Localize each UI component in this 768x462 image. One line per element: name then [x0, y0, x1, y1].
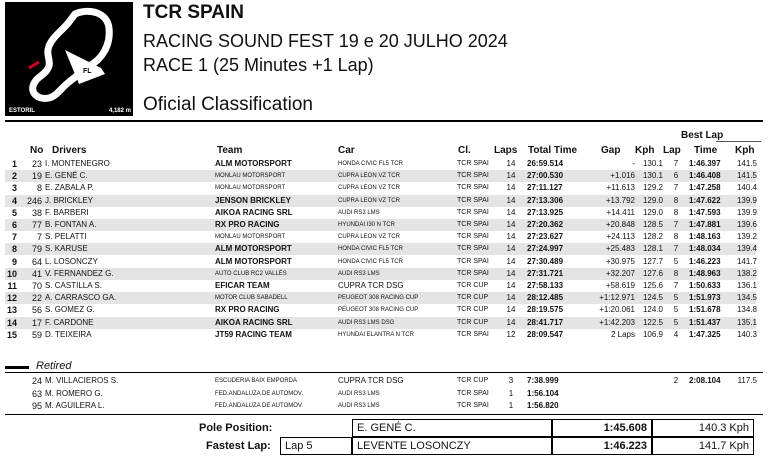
logo-mark: FL	[83, 68, 92, 75]
col-best-lap: Best Lap	[681, 130, 724, 141]
row-driver: D. TEIXEIRA	[45, 329, 92, 339]
row-laps: 14	[506, 232, 516, 242]
row-team: ALM MOTORSPORT	[215, 256, 292, 266]
row-gap: -	[632, 159, 635, 168]
row-position: 5	[11, 207, 17, 218]
row-best-lap-kph: 140.4	[736, 183, 757, 193]
row-position: 12	[7, 293, 18, 304]
row-car: CUPRA TCR DSG	[338, 281, 404, 290]
row-gap: +30.975	[605, 256, 635, 266]
pole-driver: E. GENÉ C.	[352, 419, 552, 437]
row-car-number: 59	[31, 329, 42, 340]
row-gap: +13.792	[605, 195, 635, 205]
row-total-time: 27:30.489	[527, 256, 564, 266]
row-gap: +25.483	[605, 244, 635, 254]
row-best-lap-number: 7	[673, 244, 679, 254]
row-laps: 14	[506, 305, 516, 315]
col-team: Team	[217, 145, 243, 156]
col-no: No	[30, 145, 44, 156]
row-gap: +32.207	[605, 268, 635, 278]
row-laps: 14	[506, 183, 516, 193]
row-kph: 129.2	[642, 183, 663, 193]
row-driver: S. KARUSE	[45, 244, 88, 254]
row-kph: 122.5	[642, 317, 663, 327]
row-driver: S. GOMEZ G.	[45, 305, 95, 315]
row-car: AUDI RS3 LMS	[338, 403, 380, 409]
fastest-lap-time: 1:46.223	[552, 437, 652, 455]
row-best-lap-kph: 138.2	[736, 268, 757, 278]
row-car-number: 77	[31, 220, 42, 230]
col-time: Time	[694, 145, 718, 156]
row-position: 2	[11, 171, 17, 182]
row-best-lap-kph: 140.3	[736, 329, 757, 339]
retired-label: Retired	[36, 360, 72, 372]
row-best-lap-time: 1:47.593	[689, 207, 721, 217]
row-class: TCR SPAI	[457, 221, 489, 228]
row-gap: +58.619	[605, 281, 635, 290]
row-total-time: 27:24.997	[527, 244, 564, 254]
row-driver: L. LOSONCZY	[45, 256, 98, 266]
row-position: 15	[7, 329, 18, 340]
row-class: TCR SPAI	[457, 184, 489, 192]
row-total-time: 28:09.547	[527, 329, 564, 339]
row-position: 6	[11, 220, 17, 230]
row-total-time: 28:19.575	[527, 305, 564, 315]
row-class: TCR CUP	[457, 282, 489, 289]
row-best-lap-time: 1:51.437	[689, 317, 721, 327]
table-row	[5, 243, 756, 255]
row-position: 4	[11, 195, 17, 206]
row-best-lap-number: 7	[673, 183, 679, 193]
row-car-number: 22	[31, 293, 42, 304]
row-car: CUPRA TCR DSG	[338, 376, 404, 385]
row-best-lap-kph: 139.9	[736, 195, 757, 205]
pole-time: 1:45.608	[552, 419, 652, 437]
row-car-number: 63	[31, 388, 42, 399]
row-laps: 14	[506, 281, 516, 290]
row-total-time: 28:41.717	[527, 317, 564, 327]
row-position: 13	[7, 305, 18, 316]
series-title: TCR SPAIN	[143, 2, 244, 23]
row-car: HONDA CIVIC FL5 TCR	[338, 161, 403, 167]
race-title: RACE 1 (25 Minutes +1 Lap)	[143, 55, 374, 75]
row-gap: +24.113	[606, 232, 635, 242]
row-best-lap-time: 2:08.104	[689, 376, 721, 385]
row-car-number: 23	[31, 159, 42, 169]
row-total-time: 28:12.485	[527, 293, 564, 303]
row-class: TCR SPAI	[457, 257, 489, 265]
row-class: TCR SPAI	[457, 402, 489, 409]
row-class: TCR SPAI	[457, 389, 489, 397]
row-best-lap-kph: 139.9	[736, 207, 757, 217]
pole-label: Pole Position:	[199, 422, 273, 434]
row-best-lap-time: 1:51.678	[689, 305, 721, 315]
header-divider	[5, 120, 763, 122]
row-best-lap-time: 1:48.034	[689, 244, 721, 254]
table-row	[5, 207, 756, 219]
table-row	[5, 256, 756, 268]
table-row	[5, 182, 756, 194]
row-total-time: 26:59.514	[527, 159, 564, 168]
row-best-lap-kph: 139.6	[736, 220, 757, 229]
row-best-lap-kph: 134.5	[736, 293, 757, 303]
row-driver: F. BARBERI	[45, 207, 89, 217]
row-laps: 14	[506, 171, 516, 181]
row-driver: M. AGUILERA L.	[45, 401, 105, 410]
row-car-number: 24	[31, 376, 42, 386]
row-laps: 14	[506, 256, 516, 266]
row-class: TCR SPAI	[457, 196, 489, 204]
row-kph: 129.0	[642, 195, 663, 205]
fastest-lap-driver: LEVENTE LOSONCZY	[352, 437, 552, 455]
row-driver: F. CARDONE	[45, 317, 94, 327]
row-kph: 128.1	[642, 244, 663, 254]
row-best-lap-number: 8	[673, 195, 679, 205]
row-team: FED.ANDALUZA DE AUTOMOV.	[215, 390, 304, 397]
row-driver: I. MONTENEGRO	[45, 159, 110, 168]
row-position: 10	[7, 268, 18, 279]
row-best-lap-time: 1:47.258	[689, 183, 721, 193]
row-car: PEUGEOT 308 RACING CUP	[338, 295, 419, 302]
table-row	[5, 317, 756, 329]
row-laps: 1	[508, 388, 514, 398]
circuit-logo	[5, 2, 133, 116]
row-best-lap-time: 1:47.622	[689, 195, 721, 205]
event-title: RACING SOUND FEST 19 e 20 JULHO 2024	[143, 31, 508, 51]
row-best-lap-kph: 141.5	[736, 159, 757, 168]
row-best-lap-number: 7	[673, 281, 679, 290]
row-car-number: 8	[36, 183, 42, 194]
row-driver: V. FERNANDEZ G.	[45, 268, 114, 278]
row-best-lap-number: 8	[673, 268, 679, 278]
row-team: JENSON BRICKLEY	[215, 195, 292, 205]
row-team: AUTO CLUB RC2 VALLÉS	[215, 270, 287, 277]
row-best-lap-number: 4	[673, 329, 679, 339]
row-position: 14	[7, 317, 18, 328]
row-total-time: 1:56.104	[527, 388, 559, 398]
row-laps: 14	[506, 159, 516, 168]
row-best-lap-kph: 141.7	[736, 256, 757, 266]
row-car: AUDI RS3 LMS	[338, 209, 380, 216]
row-laps: 14	[506, 207, 516, 217]
row-total-time: 27:11.127	[527, 183, 563, 193]
row-best-lap-time: 1:46.223	[689, 256, 721, 266]
fastest-lap-label: Fastest Lap:	[206, 440, 271, 452]
row-position: 11	[7, 281, 17, 291]
row-total-time: 27:13.925	[527, 207, 564, 217]
row-kph: 125.6	[642, 281, 663, 290]
row-best-lap-kph: 135.1	[736, 317, 757, 327]
row-kph: 127.6	[642, 268, 663, 278]
row-car-number: 38	[31, 207, 42, 218]
row-best-lap-number: 7	[673, 220, 679, 229]
table-row	[5, 388, 756, 400]
row-driver: J. BRICKLEY	[45, 195, 94, 205]
row-kph: 128.5	[642, 220, 663, 229]
row-kph: 129.0	[642, 207, 663, 217]
row-total-time: 27:13.306	[527, 195, 564, 205]
row-car: PEUGEOT 308 RACING CUP	[338, 307, 419, 314]
row-class: TCR SPAI	[457, 245, 489, 253]
row-team: AIKOA RACING SRL	[215, 317, 293, 327]
table-row	[5, 375, 756, 387]
row-driver: M. ROMERO G.	[45, 388, 103, 398]
row-class: TCR SPAI	[457, 172, 489, 180]
row-team: AIKOA RACING SRL	[215, 207, 293, 217]
col-gap: Gap	[601, 145, 621, 156]
row-gap: +1.016	[610, 171, 635, 181]
table-row	[5, 304, 756, 316]
row-car-number: 64	[31, 256, 42, 267]
row-position: 9	[11, 256, 17, 267]
table-row	[5, 400, 756, 412]
row-car: CUPRA LEON VZ TCR	[338, 197, 400, 204]
row-total-time: 27:31.721	[527, 268, 564, 278]
row-gap: 2 Laps	[610, 329, 635, 339]
row-best-lap-time: 1:48.963	[689, 268, 721, 278]
row-total-time: 27:20.362	[527, 220, 564, 229]
row-gap: +14.411	[606, 207, 635, 217]
table-row	[5, 158, 756, 170]
row-best-lap-time: 1:47.881	[689, 220, 721, 229]
row-team: MOTOR CLUB SABADELL	[215, 295, 288, 302]
row-laps: 14	[506, 244, 516, 254]
table-row	[5, 280, 756, 292]
pole-kph: 140.3 Kph	[652, 419, 754, 437]
row-best-lap-number: 5	[673, 256, 679, 266]
row-position: 3	[11, 183, 17, 194]
row-gap: +11.613	[606, 183, 635, 193]
row-total-time: 1:56.820	[527, 401, 559, 410]
col-best-kph: Kph	[735, 145, 755, 156]
row-best-lap-time: 1:47.325	[689, 329, 721, 339]
circuit-length: 4,182 m	[108, 108, 131, 114]
row-class: TCR SPAI	[457, 233, 489, 241]
table-row	[5, 292, 756, 304]
row-total-time: 27:23.627	[527, 232, 564, 242]
row-car-number: 56	[31, 305, 42, 316]
table-row	[5, 219, 756, 231]
row-car-number: 95	[31, 401, 42, 411]
row-best-lap-number: 5	[673, 317, 679, 327]
row-laps: 3	[508, 376, 514, 385]
row-best-lap-kph: 139.4	[736, 244, 757, 254]
row-position: 8	[11, 244, 17, 255]
row-class: TCR SPAI	[457, 160, 489, 167]
row-driver: E. ZABALA P.	[45, 183, 94, 193]
row-car: AUDI RS3 LMS	[338, 390, 380, 397]
row-car-number: 79	[31, 244, 42, 255]
row-best-lap-time: 1:51.973	[689, 293, 721, 303]
row-position: 1	[11, 159, 17, 169]
row-car-number: 70	[31, 281, 42, 291]
row-car: CUPRA LEON VZ TCR	[338, 173, 400, 180]
col-class: Cl.	[458, 145, 471, 156]
row-car-number: 246	[26, 195, 42, 206]
row-best-lap-number: 6	[673, 171, 679, 181]
circuit-name: ESTORIL	[9, 108, 35, 114]
row-kph: 127.7	[642, 256, 663, 266]
row-car-number: 41	[31, 268, 42, 279]
row-gap: +1:12.971	[599, 293, 635, 303]
row-car: CUPRA LEON VZ TCR	[338, 234, 400, 241]
row-car-number: 7	[36, 232, 42, 243]
row-team: MONLAU MOTORSPORT	[215, 185, 286, 192]
row-class: TCR SPAI	[457, 208, 489, 216]
row-car: HYUNDAI I30 N TCR	[338, 222, 395, 228]
row-car-number: 19	[31, 171, 42, 182]
row-car: HYUNDAI ELANTRA N TCR	[338, 331, 414, 338]
row-gap: +1:20.061	[599, 305, 635, 315]
row-kph: 130.1	[642, 171, 663, 181]
row-class: TCR CUP	[457, 377, 489, 384]
row-best-lap-kph: 117.5	[737, 376, 757, 385]
row-best-lap-kph: 136.1	[736, 281, 757, 290]
row-driver: A. CARRASCO GA.	[45, 293, 117, 303]
row-gap: +20.848	[605, 220, 635, 229]
table-row	[5, 170, 756, 182]
row-team: RX PRO RACING	[215, 220, 280, 229]
row-laps: 1	[508, 401, 514, 410]
row-car: HONDA CIVIC FL5 TCR	[338, 258, 403, 265]
row-class: TCR CUP	[457, 318, 489, 326]
row-team: MONLAU MOTORSPORT	[215, 173, 286, 180]
row-total-time: 27:58.133	[527, 281, 564, 290]
row-driver: M. VILLACIEROS S.	[45, 376, 119, 385]
table-row	[5, 268, 756, 280]
row-position: 7	[11, 232, 17, 243]
col-kph: Kph	[635, 145, 655, 156]
row-laps: 14	[506, 195, 516, 205]
row-class: TCR CUP	[457, 306, 489, 314]
row-car: AUDI RS3 LMS	[338, 270, 380, 277]
retired-marker	[5, 366, 29, 369]
row-kph: 124.0	[642, 305, 663, 315]
col-drivers: Drivers	[52, 145, 87, 156]
row-team: FED.ANDALUZA DE AUTOMOV.	[215, 403, 304, 409]
col-car: Car	[338, 145, 355, 156]
row-best-lap-number: 2	[673, 376, 679, 385]
row-gap: +1:42.203	[599, 317, 635, 327]
row-car: AUDI RS3 LMS DSG	[338, 319, 395, 326]
row-car: CUPRA LEON VZ TCR	[338, 185, 400, 192]
row-best-lap-time: 1:48.163	[689, 232, 721, 242]
row-driver: S. CASTILLA S.	[45, 281, 102, 290]
fastest-lap-number: Lap 5	[280, 437, 352, 455]
row-team: ALM MOTORSPORT	[215, 159, 292, 168]
row-laps: 14	[506, 317, 516, 327]
table-row	[5, 329, 756, 341]
row-best-lap-time: 1:46.408	[689, 171, 721, 181]
row-best-lap-kph: 134.8	[736, 305, 757, 315]
row-laps: 12	[506, 329, 516, 339]
row-team: ALM MOTORSPORT	[215, 244, 292, 254]
row-best-lap-time: 1:46.397	[689, 159, 721, 168]
row-driver: S. PELATTI	[45, 232, 87, 242]
row-laps: 14	[506, 268, 516, 278]
row-best-lap-number: 5	[673, 305, 679, 315]
row-laps: 14	[506, 220, 516, 229]
row-team: MONLAU MOTORSPORT	[215, 234, 286, 241]
row-class: TCR SPAI	[457, 269, 489, 277]
row-kph: 130.1	[642, 159, 663, 168]
row-kph: 128.2	[642, 232, 663, 242]
row-car: HONDA CIVIC FL5 TCR	[338, 246, 403, 253]
row-kph: 124.5	[642, 293, 663, 303]
row-best-lap-number: 8	[673, 207, 679, 217]
footer-divider	[5, 414, 763, 415]
row-team: JT59 RACING TEAM	[215, 329, 292, 339]
row-driver: B. FONTAN A.	[45, 220, 97, 229]
col-lap: Lap	[663, 145, 681, 156]
table-row	[5, 231, 756, 243]
row-driver: E. GENÉ C.	[45, 171, 88, 181]
row-best-lap-kph: 141.5	[736, 171, 757, 181]
table-row	[5, 195, 756, 207]
row-best-lap-number: 7	[673, 159, 679, 168]
row-best-lap-number: 5	[673, 293, 679, 303]
row-car-number: 17	[31, 317, 42, 328]
row-class: TCR CUP	[457, 294, 489, 302]
row-team: RX PRO RACING	[215, 305, 280, 315]
retired-divider	[5, 372, 763, 373]
fastest-lap-kph: 141.7 Kph	[652, 437, 754, 455]
col-total-time: Total Time	[528, 145, 578, 156]
row-best-lap-kph: 139.2	[736, 232, 757, 242]
col-laps: Laps	[494, 145, 518, 156]
row-best-lap-time: 1:50.633	[689, 281, 721, 290]
classification-title: Oficial Classification	[143, 94, 313, 115]
row-team: EFICAR TEAM	[215, 281, 270, 290]
row-class: TCR SPAI	[457, 330, 489, 338]
best-lap-underline	[716, 141, 761, 142]
circuit-map-icon	[5, 2, 133, 116]
row-best-lap-number: 8	[673, 232, 679, 242]
row-laps: 14	[506, 293, 516, 303]
row-kph: 106.9	[642, 329, 663, 339]
row-total-time: 27:00.530	[527, 171, 564, 181]
row-team: ESCUDERIA BAIX EMPORDA	[215, 378, 298, 384]
row-total-time: 7:38.999	[527, 376, 559, 385]
